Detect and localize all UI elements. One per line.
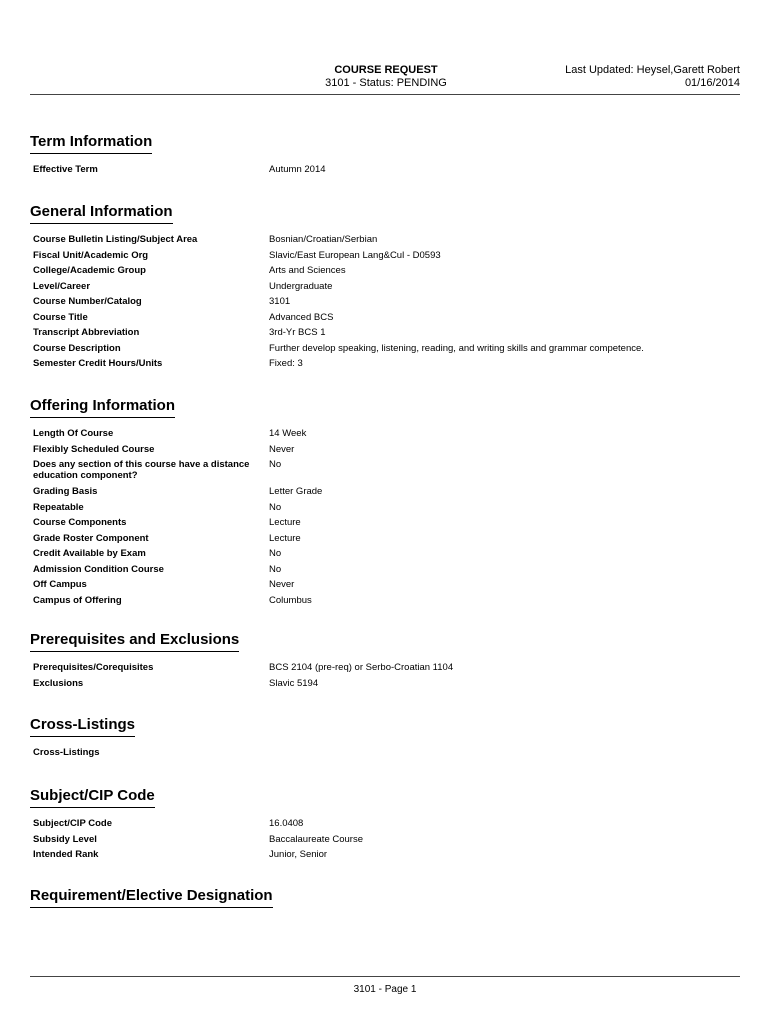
field-value: Arts and Sciences xyxy=(269,265,346,276)
field-label: Subject/CIP Code xyxy=(33,818,113,829)
field-value: Baccalaureate Course xyxy=(269,833,363,845)
field-label: Effective Term xyxy=(33,164,98,175)
field-row xyxy=(30,676,740,692)
section-offering-information xyxy=(30,397,740,608)
field-value: Never xyxy=(269,579,295,590)
field-row xyxy=(30,816,740,832)
section-requirement-elective xyxy=(30,887,740,908)
page-number: 3101 - Page 1 xyxy=(353,984,417,995)
field-row xyxy=(30,577,740,593)
field-label: Prerequisites/Corequisites xyxy=(33,662,154,673)
field-row xyxy=(30,500,740,516)
field-value: 14 Week xyxy=(269,428,307,439)
field-label: Semester Credit Hours/Units xyxy=(33,358,163,369)
field-value: Slavic 5194 xyxy=(269,677,319,689)
field-value: No xyxy=(269,548,282,559)
section-subject-cip-code xyxy=(30,787,740,863)
field-value: Lecture xyxy=(269,532,301,544)
field-row xyxy=(30,426,740,442)
field-value: Further develop speaking, listening, reading, and writing skills and grammar competence. xyxy=(269,342,644,354)
field-label: College/Academic Group xyxy=(33,265,146,276)
section-prerequisites-exclusions xyxy=(30,631,740,691)
field-row xyxy=(30,325,740,341)
field-label: Cross-Listings xyxy=(33,747,100,758)
field-value: Bosnian/Croatian/Serbian xyxy=(269,234,378,245)
field-label: Transcript Abbreviation xyxy=(33,327,140,338)
field-label: Subsidy Level xyxy=(33,833,97,845)
field-label: Length Of Course xyxy=(33,428,114,439)
field-row xyxy=(30,593,740,609)
field-row xyxy=(30,457,740,484)
field-label: Grading Basis xyxy=(33,486,98,497)
section-title: Offering Information xyxy=(30,397,175,418)
field-label: Course Title xyxy=(33,311,88,323)
field-value: BCS 2104 (pre-req) or Serbo-Croatian 1104 xyxy=(269,662,454,673)
last-updated: Last Updated: Heysel,Garett Robert xyxy=(565,64,740,76)
section-general-information xyxy=(30,203,740,372)
field-label: Course Components xyxy=(33,517,127,528)
field-row xyxy=(30,531,740,547)
section-title: Prerequisites and Exclusions xyxy=(30,631,239,652)
field-row xyxy=(30,279,740,295)
field-label: Intended Rank xyxy=(33,849,99,860)
section-term-information xyxy=(30,133,740,178)
field-row xyxy=(30,745,740,761)
section-title: Cross-Listings xyxy=(30,716,135,737)
field-row xyxy=(30,515,740,531)
field-value: Fixed: 3 xyxy=(269,358,303,369)
field-value: 3101 xyxy=(269,296,291,307)
field-row xyxy=(30,832,740,848)
field-label: Does any section of this course have a distance education component? xyxy=(33,459,250,481)
field-row xyxy=(30,546,740,562)
field-label: Fiscal Unit/Academic Org xyxy=(33,249,149,261)
field-label: Level/Career xyxy=(33,280,91,292)
field-value: No xyxy=(269,563,282,575)
field-row xyxy=(30,162,740,178)
field-label: Course Description xyxy=(33,342,121,354)
field-value: No xyxy=(269,459,282,470)
field-label: Exclusions xyxy=(33,677,84,689)
field-value: 16.0408 xyxy=(269,818,304,829)
field-value: Junior, Senior xyxy=(269,849,328,860)
field-value: Never xyxy=(269,443,295,455)
section-cross-listings xyxy=(30,716,740,761)
field-row xyxy=(30,356,740,372)
field-value: Lecture xyxy=(269,517,301,528)
report-title: COURSE REQUEST xyxy=(334,64,438,76)
field-value: Columbus xyxy=(269,594,312,606)
field-row xyxy=(30,847,740,863)
field-value: Letter Grade xyxy=(269,486,323,497)
field-row xyxy=(30,341,740,357)
section-title: General Information xyxy=(30,203,173,224)
field-label: Campus of Offering xyxy=(33,594,122,606)
field-row xyxy=(30,484,740,500)
field-label: Admission Condition Course xyxy=(33,563,164,575)
field-label: Course Number/Catalog xyxy=(33,296,142,307)
field-row xyxy=(30,232,740,248)
section-title: Requirement/Elective Designation xyxy=(30,887,273,908)
field-row xyxy=(30,263,740,279)
field-label: Credit Available by Exam xyxy=(33,548,146,559)
field-row xyxy=(30,660,740,676)
report-header xyxy=(286,64,486,90)
field-row xyxy=(30,310,740,326)
section-title: Term Information xyxy=(30,133,152,154)
last-updated-block xyxy=(565,64,740,90)
field-row xyxy=(30,442,740,458)
field-value: Undergraduate xyxy=(269,280,333,292)
field-row xyxy=(30,294,740,310)
field-value: Autumn 2014 xyxy=(269,164,326,175)
last-updated-date: 01/16/2014 xyxy=(684,77,740,89)
field-value: 3rd-Yr BCS 1 xyxy=(269,327,326,338)
section-title: Subject/CIP Code xyxy=(30,787,155,808)
field-value: No xyxy=(269,501,282,513)
field-label: Course Bulletin Listing/Subject Area xyxy=(33,234,198,245)
field-label: Grade Roster Component xyxy=(33,532,149,544)
footer-divider xyxy=(30,976,740,977)
header-divider xyxy=(30,94,740,95)
field-row xyxy=(30,248,740,264)
field-row xyxy=(30,562,740,578)
report-status: 3101 - Status: PENDING xyxy=(325,77,447,89)
field-value: Slavic/East European Lang&Cul - D0593 xyxy=(269,249,441,261)
field-label: Flexibly Scheduled Course xyxy=(33,443,155,455)
field-value: Advanced BCS xyxy=(269,311,334,323)
field-label: Repeatable xyxy=(33,501,84,513)
field-label: Off Campus xyxy=(33,579,87,590)
